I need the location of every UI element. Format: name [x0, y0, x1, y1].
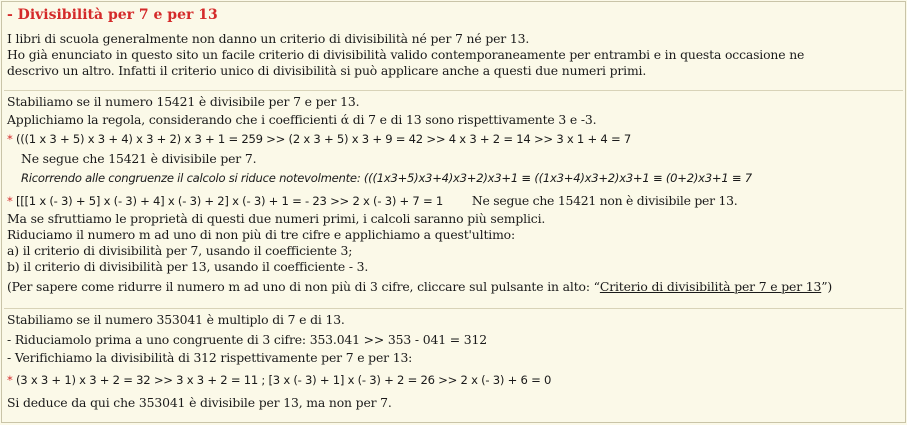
- criterion-link[interactable]: Criterio di divisibilità per 7 e per 13: [599, 279, 822, 294]
- example1-congruence: Ricorrendo alle congruenze il calcolo si riduce notevolmente: (((1x3+5)x3+4)x3+2)x3+1 ≡ ((1x3+4)x3+2)x3+1 ≡ (0+2)x3+1 ≡ 7: [21, 171, 752, 185]
- intro-line-2: Ho già enunciato in questo sito un facile criterio di divisibilità valido contemporaneamente per entrambi e in questa occasione ne: [7, 47, 805, 62]
- example1-rule: Applichiamo la regola, considerando che i coefficienti ά di 7 e di 13 sono rispettivamente 3 e -3.: [7, 112, 597, 127]
- asterisk-marker: *: [7, 132, 13, 146]
- example1-result7: Ne segue che 15421 è divisibile per 7.: [21, 151, 257, 166]
- note-prefix: (Per sapere come ridurre il numero m ad uno di non più di 3 cifre, cliccare sul pulsante in alto: “: [7, 279, 600, 294]
- asterisk-marker: *: [7, 194, 13, 208]
- example2-calc-row: [7, 372, 551, 388]
- example1-calc13-row: [7, 193, 737, 209]
- intro-line-3: descrivo un altro. Infatti il criterio unico di divisibilità si può applicare anche a questi due numeri primi.: [7, 63, 647, 78]
- example1-calc7: (((1 x 3 + 5) x 3 + 4) x 3 + 2) x 3 + 1 = 259 >> (2 x 3 + 5) x 3 + 9 = 42 >> 4 x 3 + 2 = 14 >> 3 x 1 + 4 = 7: [15, 132, 631, 146]
- example2-step2: - Verifichiamo la divisibilità di 312 rispettivamente per 7 e per 13:: [7, 350, 413, 365]
- example1-statement: Stabiliamo se il numero 15421 è divisibile per 7 e per 13.: [7, 94, 360, 109]
- example2-statement: Stabiliamo se il numero 353041 è multiplo di 7 e di 13.: [7, 312, 345, 327]
- example1-calc7-row: [7, 131, 631, 147]
- method-line-a: a) il criterio di divisibilità per 7, usando il coefficiente 3;: [7, 243, 353, 258]
- note-line: [7, 279, 832, 295]
- note-suffix: ”): [821, 279, 833, 294]
- divider: [4, 308, 903, 309]
- asterisk-marker: *: [7, 373, 13, 387]
- method-line-1: Ma se sfruttiamo le proprietà di questi due numeri primi, i calcoli saranno più semplici.: [7, 211, 546, 226]
- example2-calc: (3 x 3 + 1) x 3 + 2 = 32 >> 3 x 3 + 2 = 11 ; [3 x (- 3) + 1] x (- 3) + 2 = 26 >> 2 x (- 3) + 6 = 0: [15, 373, 552, 387]
- example2-step1: - Riduciamolo prima a uno congruente di 3 cifre: 353.041 >> 353 - 041 = 312: [7, 332, 487, 347]
- content-panel: [1, 1, 906, 423]
- method-line-2: Riduciamo il numero m ad uno di non più di tre cifre e applichiamo a quest'ultimo:: [7, 227, 516, 242]
- section-title: - Divisibilità per 7 e per 13: [7, 7, 218, 23]
- method-line-b: b) il criterio di divisibilità per 13, usando il coefficiente - 3.: [7, 259, 369, 274]
- example1-calc13: [[[1 x (- 3) + 5] x (- 3) + 4] x (- 3) + 2] x (- 3) + 1 = - 23 >> 2 x (- 3) + 7 = 1: [15, 194, 444, 208]
- intro-line-1: I libri di scuola generalmente non danno un criterio di divisibilità né per 7 né per 13.: [7, 31, 530, 46]
- divider: [4, 90, 903, 91]
- example1-result13: Ne segue che 15421 non è divisibile per 13.: [471, 193, 738, 208]
- example2-conclusion: Si deduce da qui che 353041 è divisibile per 13, ma non per 7.: [7, 395, 392, 410]
